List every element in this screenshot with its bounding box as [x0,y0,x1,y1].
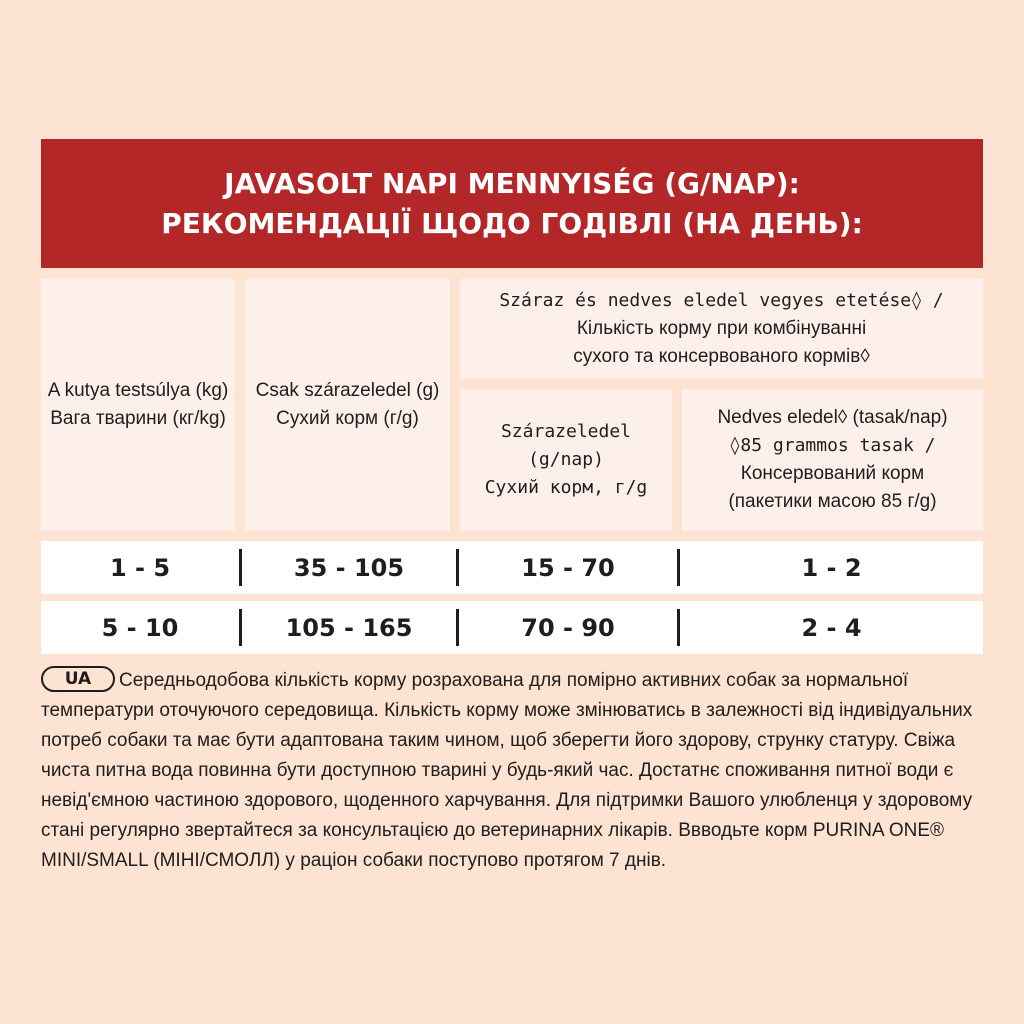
table-row [41,601,983,654]
title-ukrainian: РЕКОМЕНДАЦІЇ ЩОДО ГОДІВЛІ (НА ДЕНЬ): [161,206,863,240]
feeding-note-text: Середньодобова кількість корму розрахована для помірно активних собак за нормальної температури оточуючого середовища. Кількість корму може змінюватись в залежності від індивідуальних потреб собаки та має бути адаптована таким чином, щоб зберегти його здорову, струнку статуру. Свіжа чиста питна вода повинна бути доступною тварині у будь-який час. Достатнє споживання питної води є невід'ємною частиною здорового, щоденного харчування. Для підтримки Вашого улюбленця у здоровому стані регулярно звертайтеся за консультацією до ветеринарних лікарів. Ввводьте корм PURINA ONE® MINI/SMALL (МІНІ/СМОЛЛ) у раціон собаки поступово протягом 7 днів. [41,670,973,871]
title-hungarian: JAVASOLT NAPI MENNYISÉG (G/NAP): [224,166,800,200]
column-header-mixed-wet-hu-1: Nedves eledel◊ (tasak/nap) [717,407,948,428]
table-row [41,541,983,594]
row-mixed-dry: 15 - 70 [521,553,615,582]
column-header-dry-only-hu: Csak szárazeledel (g) [255,380,440,401]
column-header-mixed-dry [460,389,672,531]
column-header-mixed-hu: Száraz és nedves eledel vegyes etetése◊ / [499,290,944,311]
feeding-note [41,666,986,876]
row-mixed-wet: 1 - 2 [801,553,862,582]
column-header-dry-only-ua: Сухий корм (г/g) [276,408,419,429]
row-dry-only: 35 - 105 [293,553,405,582]
column-header-mixed-feeding [460,279,983,379]
row-mixed-dry: 70 - 90 [521,613,615,642]
column-header-mixed-wet-ua-1: Консервований корм [740,463,925,484]
row-weight: 1 - 5 [109,553,171,582]
row-dry-only: 105 - 165 [285,613,413,642]
column-header-weight [41,279,235,531]
column-header-dry-only [245,279,450,531]
column-header-mixed-wet [682,389,983,531]
column-header-mixed-ua-2: сухого та консервованого кормів◊ [573,346,870,367]
column-header-weight-hu: A kutya testsúlya (kg) [47,380,229,401]
column-header-weight-ua: Вага тварини (кг/kg) [50,408,226,429]
row-weight: 5 - 10 [101,613,179,642]
row-mixed-wet: 2 - 4 [801,613,862,642]
column-header-mixed-ua-1: Кількість корму при комбінуванні [576,318,867,339]
column-header-mixed-wet-ua-2: (пакетики масою 85 г/g) [728,491,937,512]
column-header-mixed-dry-ua: Сухий корм, г/g [484,477,648,498]
feeding-guide-title [41,139,983,268]
language-badge: UA [41,666,115,692]
column-header-mixed-wet-hu-2: ◊85 grammos tasak / [729,435,936,456]
column-header-mixed-dry-hu: Szárazeledel (g/nap) [500,421,632,470]
